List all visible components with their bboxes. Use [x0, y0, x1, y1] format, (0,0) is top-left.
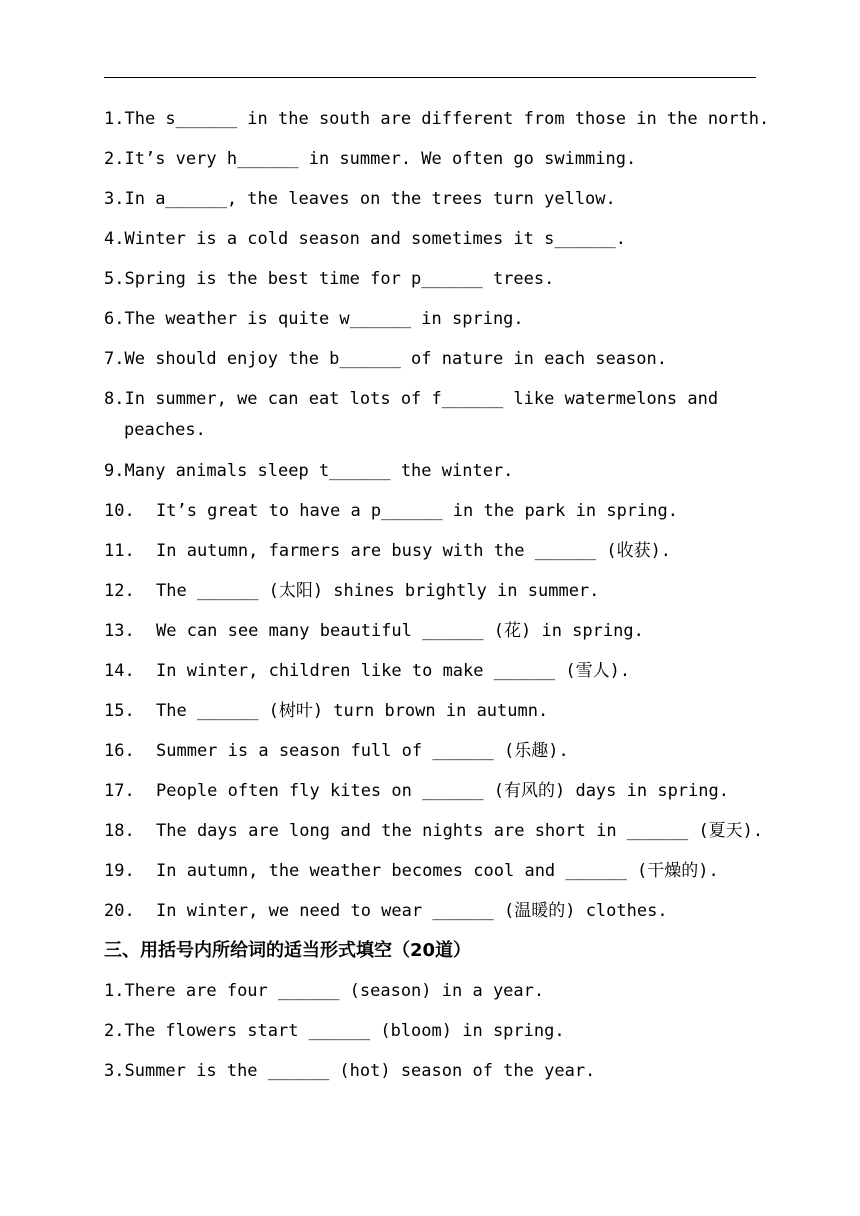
question-item [104, 696, 764, 726]
question-text: Summer is a season full of ______ (乐趣). [156, 741, 569, 761]
question-number: 16. [104, 741, 135, 761]
header-rule [104, 77, 756, 78]
question-text: The ______ (树叶) turn brown in autumn. [156, 701, 549, 721]
question-item [104, 496, 764, 526]
question-number: 1. [104, 109, 125, 129]
question-text: In autumn, farmers are busy with the ______ (收获). [156, 541, 672, 561]
question-number: 5. [104, 269, 125, 289]
question-text: It’s very h______ in summer. We often go swimming. [124, 149, 637, 169]
question-item [104, 816, 764, 846]
question-text: In winter, children like to make ______ (雪人). [156, 661, 631, 681]
question-number: 18. [104, 821, 135, 841]
question-item [104, 976, 764, 1006]
question-number: 3. [104, 1061, 125, 1081]
question-item [104, 1016, 764, 1046]
question-item [104, 896, 764, 926]
section-heading: 三、用括号内所给词的适当形式填空（20道） [104, 940, 472, 961]
question-text: In summer, we can eat lots of f______ like watermelons and peaches. [124, 389, 719, 440]
question-number: 6. [104, 309, 125, 329]
question-text: Many animals sleep t______ the winter. [124, 461, 514, 481]
question-number: 3. [104, 189, 125, 209]
question-text: The s______ in the south are different from those in the north. [124, 109, 770, 129]
question-number: 12. [104, 581, 135, 601]
question-number: 4. [104, 229, 125, 249]
question-text: Summer is the ______ (hot) season of the year. [124, 1061, 596, 1081]
question-text: In winter, we need to wear ______ (温暖的) clothes. [156, 901, 668, 921]
question-item [104, 576, 764, 606]
question-text: People often fly kites on ______ (有风的) days in spring. [156, 781, 729, 801]
question-text: The ______ (太阳) shines brightly in summer. [156, 581, 600, 601]
question-text: There are four ______ (season) in a year. [124, 981, 545, 1001]
question-number: 1. [104, 981, 125, 1001]
question-item [104, 384, 764, 446]
question-item [104, 456, 764, 486]
question-text: In autumn, the weather becomes cool and ______ (干燥的). [156, 861, 719, 881]
question-text: We can see many beautiful ______ (花) in spring. [156, 621, 644, 641]
question-text: The flowers start ______ (bloom) in spring. [124, 1021, 565, 1041]
question-number: 7. [104, 349, 125, 369]
question-number: 17. [104, 781, 135, 801]
question-item [104, 344, 764, 374]
question-text: In a______, the leaves on the trees turn yellow. [124, 189, 616, 209]
question-text: Winter is a cold season and sometimes it s______. [124, 229, 626, 249]
question-number: 9. [104, 461, 125, 481]
worksheet-content [104, 104, 770, 1096]
question-number: 15. [104, 701, 135, 721]
question-text: We should enjoy the b______ of nature in each season. [124, 349, 667, 369]
question-number: 14. [104, 661, 135, 681]
question-item [104, 656, 764, 686]
question-text: The days are long and the nights are short in ______ (夏天). [156, 821, 764, 841]
question-item [104, 536, 764, 566]
question-item [104, 1056, 764, 1086]
question-number: 19. [104, 861, 135, 881]
question-number: 2. [104, 1021, 125, 1041]
question-number: 11. [104, 541, 135, 561]
question-item [104, 616, 764, 646]
question-text: The weather is quite w______ in spring. [124, 309, 524, 329]
question-item [104, 304, 764, 334]
question-item [104, 184, 764, 214]
question-number: 13. [104, 621, 135, 641]
question-text: It’s great to have a p______ in the park in spring. [156, 501, 678, 521]
question-item [104, 104, 770, 134]
question-number: 2. [104, 149, 125, 169]
question-number: 20. [104, 901, 135, 921]
question-number: 10. [104, 501, 135, 521]
question-item [104, 776, 764, 806]
question-text: Spring is the best time for p______ trees. [124, 269, 555, 289]
question-item [104, 144, 764, 174]
question-item [104, 856, 764, 886]
question-item [104, 264, 764, 294]
question-number: 8. [104, 389, 125, 409]
question-item [104, 224, 764, 254]
question-item [104, 736, 764, 766]
